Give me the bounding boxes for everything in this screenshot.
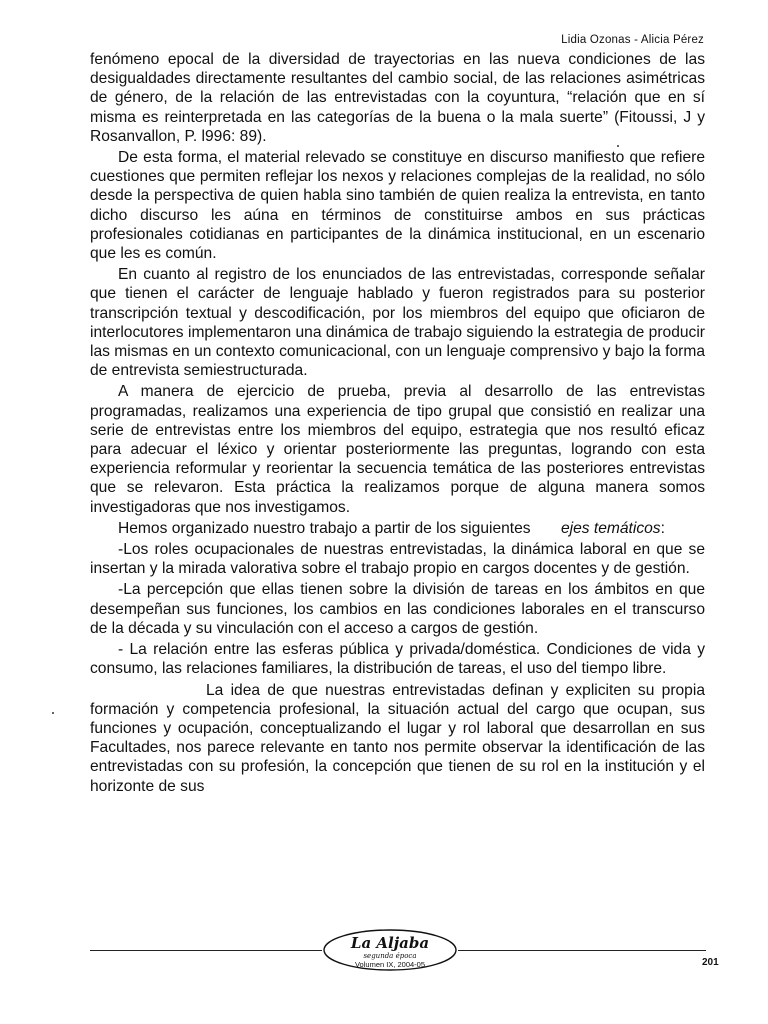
theme-item-1: -Los roles ocupacionales de nuestras entrevistadas, la dinámica laboral en que se insertan y la mirada valorativa sobre el trabajo propio en cargos docentes y de gestión. [90,541,705,578]
paragraph-5-colon: : [660,519,665,537]
footer-rule-left [90,950,322,951]
paragraph-4: A manera de ejercicio de prueba, previa al desarrollo de las entrevistas programadas, realizamos una experiencia de tipo grupal que consistió en realizar una serie de entrevistas entre los miembros del equipo, estrategia que nos resultó eficaz para adecuar el léxico y orientar posteriormente las preguntas, logrando con esta experiencia reformular y reorientar la secuencia temática de las posteriores entrevistas que se relevaron. Esta práctica la realizamos porque de alguna manera somos investigadoras que nos investigamos. [90,383,705,516]
footer-rule-right [458,950,706,951]
paragraph-5-text: Hemos organizado nuestro trabajo a partir de los siguientes [118,519,531,537]
scan-speck-2 [52,712,54,714]
logo-subtitle: segunda época [363,952,417,960]
paragraph-2: De esta forma, el material relevado se constituye en discurso manifiesto que refiere cuestiones que permiten reflejar los nexos y relaciones complejas de la realidad, no sólo desde la perspectiva de quien habla sino también de quien realiza la entrevista, en tanto dicho discurso les aúna en términos de constituirse ambos en sus prácticas profesionales cotidianas en participantes de la dinámica institucional, en un escenario que les es común. [90,149,705,263]
journal-logo [322,928,458,972]
article-body [90,50,705,798]
theme-item-2: -La percepción que ellas tienen sobre la división de tareas en los ámbitos en que desempeñan sus funciones, los cambios en las condiciones laborales en el transcurso de la década y su vinculación con el acceso a cargos de gestión. [90,581,705,637]
paragraph-3: En cuanto al registro de los enunciados de las entrevistadas, corresponde señalar que tienen el carácter de lenguaje hablado y fueron registrados para su posterior transcripción textual y descodificación, por los miembros del equipo que oficiaron de interlocutores implementaron una dinámica de trabajo siguiendo la estrategia de producir las mismas en un contexto comunicacional, con un lenguaje comprensivo y bajo la forma de entrevista semiestructurada. [90,266,705,380]
logo-title: La Aljaba [350,934,430,952]
paragraph-6: La idea de que nuestras entrevistadas definan y expliciten su propia formación y competencia profesional, la situación actual del cargo que ocupan, sus funciones y ocupación, conceptualizando el lugar y rol laboral que desarrollan en sus Facultades, nos parece relevante en tanto nos permite observar la identificación de las entrevistadas con su profesión, la concepción que tienen de su rol en la institución y el horizonte de sus [90,681,705,795]
page-number: 201 [702,957,719,968]
paragraph-1: fenómeno epocal de la diversidad de trayectorias en las nueva condiciones de las desigualdades directamente resultantes del cambio social, de las relaciones asimétricas de género, de la relación de las entrevistadas con la coyuntura, “relación que en sí misma es reinterpretada en las categorías de la buena o la mala suerte” (Fitoussi, J y Rosanvallon, P. l996: 89). [90,51,705,145]
paragraph-5 [90,519,705,538]
paragraph-5-italic: ejes temáticos [560,519,661,537]
scan-speck-1 [617,145,619,147]
theme-item-3: - La relación entre las esferas pública y privada/doméstica. Condiciones de vida y consumo, las relaciones familiares, la distribución de tareas, el uso del tiempo libre. [90,641,705,678]
volume-label: Volumen IX, 2004-05 [354,960,426,969]
running-header: Lidia Ozonas - Alicia Pérez [561,34,704,46]
